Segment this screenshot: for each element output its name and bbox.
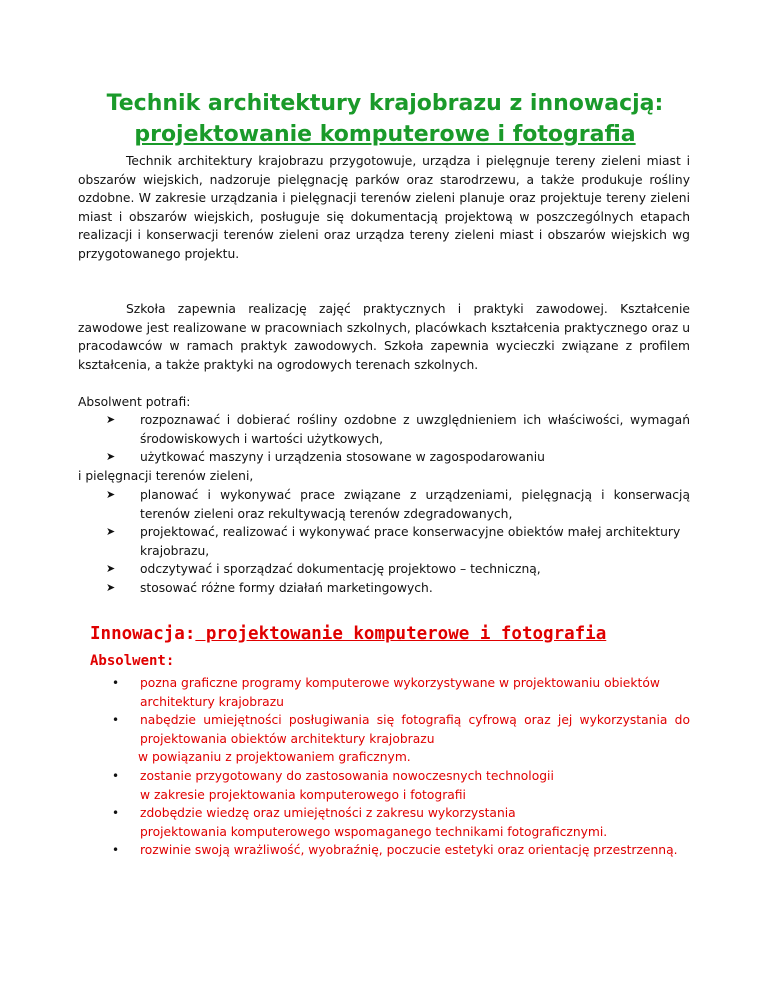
list-item-continuation [110,823,690,842]
innovation-item-text: pozna graficzne programy komputerowe wykorzystywane w projektowaniu obiektów architektury krajobrazu [140,676,660,709]
list-item [110,674,690,711]
innovation-item-text: w powiązaniu z projektowaniem graficznym. [138,750,411,765]
list-item [78,523,690,560]
skills-list-b [78,486,690,598]
list-item [110,804,690,823]
innovation-item-text: nabędzie umiejętności posługiwania się fotografią cyfrową oraz jej wykorzystania do projektowania obiektów architektury krajobrazu [140,713,690,746]
dot-bullet-icon: • [112,768,120,783]
list-item [110,711,690,748]
innovation-item-text: zdobędzie wiedzę oraz umiejętności z zakresu wykorzystania [140,806,516,821]
arrow-bullet-icon: ➤ [106,450,116,464]
skill-text: planować i wykonywać prace związane z urządzeniami, pielęgnacją i konserwacją terenów zieleni oraz rekultywacją terenów zdegradowanych, [140,488,690,521]
skill-text: projektować, realizować i wykonywać prace konserwacyjne obiektów małej architektury krajobrazu, [140,525,681,558]
list-item-continuation [110,748,690,767]
list-item [78,579,690,598]
arrow-bullet-icon: ➤ [106,580,116,594]
list-item [110,767,690,786]
dot-bullet-icon: • [112,676,120,690]
innovation-list [110,674,690,860]
arrow-bullet-icon: ➤ [106,488,116,501]
title-line-2: projektowanie komputerowe i fotografia [134,122,636,147]
dot-bullet-icon: • [112,843,120,858]
innovation-item-text: zostanie przygotowany do zastosowania nowoczesnych technologii [140,768,554,783]
innovation-heading [90,624,606,644]
list-item [110,841,690,860]
list-item [78,486,690,523]
skill-text: odczytywać i sporządzać dokumentację projektowo – techniczną, [140,562,541,577]
innovation-item-text: rozwinie swoją wrażliwość, wyobraźnię, poczucie estetyki oraz orientację przestrzenną. [140,843,678,858]
absolwent-potrafi-label: Absolwent potrafi: [78,395,191,409]
arrow-bullet-icon: ➤ [106,562,116,576]
intro-paragraph-2: Szkoła zapewnia realizację zajęć praktycznych i praktyki zawodowej. Kształcenie zawodowe jest realizowane w pracowniach szkolnych, placówkach kształcenia praktycznego oraz u pracodawców w ramach praktyk zawodowych. Szkoła zapewnia wycieczki związane z profilem kształcenia, a także praktyki na ogrodowych terenach szkolnych. [78,302,690,372]
dot-bullet-icon: • [112,806,120,821]
dot-bullet-icon: • [112,713,120,728]
skill-text: rozpoznawać i dobierać rośliny ozdobne z uwzględnieniem ich właściwości, wymagań środowiskowych i wartości użytkowych, [140,413,690,446]
list-item [78,411,690,448]
innovation-label: Innowacja: [90,624,196,644]
innovation-item-text: projektowania komputerowego wspomaganego technikami fotograficznymi. [140,824,608,839]
list-item [78,560,690,579]
title-line-1: Technik architektury krajobrazu z innowacją: [106,91,664,116]
absolwent-heading: Absolwent: [90,653,175,669]
skill-text: stosować różne formy działań marketingowych. [140,580,433,595]
skill-continuation: i pielęgnacji terenów zieleni, [78,469,254,483]
intro-paragraph-1: Technik architektury krajobrazu przygotowuje, urządza i pielęgnuje tereny zieleni miast i obszarów wiejskich, nadzoruje pielęgnację parków oraz starodrzewu, a także produkuje rośliny ozdobne. W zakresie urządzania i pielęgnacji terenów zieleni planuje oraz projektuje tereny zieleni miast i obszarów wiejskich, posługuje się dokumentacją projektową w poszczególnych etapach realizacji i konserwacji terenów zieleni oraz urządza tereny zieleni miast i obszarów wiejskich wg przygotowanego projektu. [78,154,690,261]
arrow-bullet-icon: ➤ [106,413,116,426]
list-item-continuation [110,786,690,805]
arrow-bullet-icon: ➤ [106,525,116,539]
skills-list-a [78,411,690,467]
skill-text: użytkować maszyny i urządzenia stosowane w zagospodarowaniu [140,450,545,465]
innovation-name: projektowanie komputerowe i fotografia [195,624,607,644]
innovation-item-text: w zakresie projektowania komputerowego i fotografii [140,787,466,802]
list-item [78,448,690,467]
